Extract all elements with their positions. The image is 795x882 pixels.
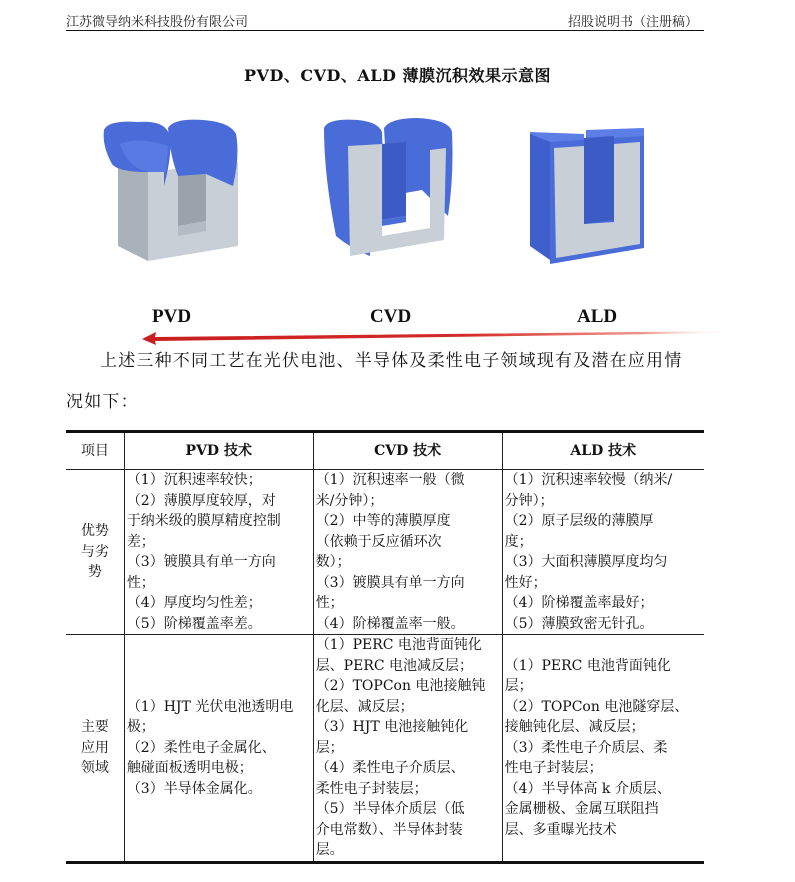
deposition-figure [0, 112, 795, 287]
cell-line: 性电子封装层； [504, 760, 603, 776]
cell-line: 分钟）； [504, 492, 554, 509]
cell-line: 柔性电子封装层； [315, 780, 428, 797]
cell-cvd-pros-cons [313, 470, 502, 635]
label-ald: ALD [577, 306, 618, 327]
row-label-applications [66, 635, 124, 863]
cell-line: （4）阶梯覆盖率一般。 [315, 615, 465, 632]
cell-line: 接触钝化层、减反层； [504, 719, 645, 735]
figure-title: PVD、CVD、ALD 薄膜沉积效果示意图 [244, 66, 551, 85]
cell-line: 于纳米级的膜厚精度控制 [126, 513, 281, 529]
cell-line: （3）镀膜具有单一方向 [315, 574, 465, 591]
cell-line: 性好； [504, 574, 547, 591]
cell-ald-pros-cons [502, 470, 704, 635]
cell-line: （1）沉积速率较慢（纳米/ [504, 472, 673, 488]
cell-line: （2）柔性电子金属化、 [126, 739, 276, 756]
table-header-row [66, 432, 704, 470]
cell-line: 性； [315, 595, 344, 611]
cell-line: （1）HJT 光伏电池透明电 [126, 698, 294, 715]
comparison-table [66, 430, 704, 864]
cell-line: 层、多重曝光技术 [504, 821, 617, 838]
document-type: 招股说明书（注册稿） [567, 15, 698, 30]
cell-line: （2）薄膜厚度较厚，对 [126, 492, 276, 509]
cell-line: （3）镀膜具有单一方向 [126, 554, 276, 570]
label-pvd: PVD [152, 306, 192, 327]
cell-line: 数）； [315, 554, 351, 570]
cell-ald-applications [502, 635, 704, 863]
cell-line: 度； [504, 533, 533, 550]
cell-line: 触碰面板透明电极； [126, 760, 253, 776]
cell-line: （2）原子层级的薄膜厚 [504, 513, 654, 529]
cell-pvd-pros-cons [124, 470, 313, 635]
cell-line: （1）沉积速率一般（微 [315, 472, 465, 488]
row-label-line: 应用 [80, 739, 109, 756]
cell-line: 介电常数）、半导体封装 [315, 821, 463, 838]
cell-line: 层； [504, 678, 533, 694]
arrow-left-icon [142, 329, 732, 345]
cell-line: （1）PERC 电池背面钝化 [504, 657, 671, 674]
header-cvd: CVD 技术 [313, 432, 502, 470]
cell-line: （5）阶梯覆盖率差。 [126, 615, 262, 632]
cell-line: 性； [126, 574, 155, 591]
cell-line: （4）厚度均匀性差； [126, 595, 262, 611]
intro-paragraph-line1: 上述三种不同工艺在光伏电池、半导体及柔性电子领域现有及潜在应用情 [100, 351, 683, 371]
row-label-pros-cons [66, 470, 124, 635]
cell-line: 层； [315, 739, 344, 756]
cell-pvd-applications [124, 635, 313, 863]
cvd-block-illustration [322, 116, 462, 266]
page-header [66, 8, 704, 31]
cell-line: （4）半导体高 k 介质层、 [504, 780, 671, 797]
table-row-applications [66, 635, 704, 863]
cell-line: 极； [126, 719, 155, 735]
cell-line: （4）柔性电子介质层、 [315, 760, 465, 776]
cell-line: （3）HJT 电池接触钝化 [315, 719, 469, 735]
cell-line: （2）TOPCon 电池接触钝 [315, 678, 486, 694]
cell-line: （依赖于反应循环次 [315, 533, 442, 550]
ald-block-illustration [528, 120, 658, 270]
cell-line: （1）PERC 电池背面钝化 [315, 637, 482, 653]
row-label-line: 与劣 [80, 543, 109, 560]
cell-line: （1）沉积速率较快； [126, 472, 262, 488]
intro-paragraph-line2: 况如下： [66, 392, 139, 412]
header-ald: ALD 技术 [502, 432, 704, 470]
row-label-line: 势 [87, 564, 102, 581]
cell-line: 差； [126, 533, 155, 550]
cell-line: （3）大面积薄膜厚度均匀 [504, 554, 668, 570]
cell-line: （2）中等的薄膜厚度 [315, 513, 451, 529]
cell-line: 金属栅极、金属互联阻挡 [504, 801, 659, 817]
cell-line: （3）柔性电子介质层、柔 [504, 739, 668, 756]
pvd-block-illustration [98, 116, 248, 266]
cell-line: （5）薄膜致密无针孔。 [504, 615, 654, 632]
cell-line: （3）半导体金属化。 [126, 780, 262, 797]
cell-line: （5）半导体介质层（低 [315, 801, 465, 817]
cell-line: 米/分钟）； [315, 492, 384, 509]
cell-line: 层、PERC 电池减反层； [315, 657, 474, 674]
company-name: 江苏微导纳米科技股份有限公司 [66, 15, 249, 30]
row-label-line: 领域 [80, 760, 109, 776]
cell-line: 层。 [315, 842, 344, 858]
cell-line: 化层、减反层； [315, 698, 414, 715]
header-item: 项目 [66, 432, 124, 470]
cell-cvd-applications [313, 635, 502, 863]
row-label-line: 主要 [80, 719, 109, 735]
cell-line: （4）阶梯覆盖率最好； [504, 595, 654, 611]
row-label-line: 优势 [80, 523, 109, 540]
header-pvd: PVD 技术 [124, 432, 313, 470]
label-cvd: CVD [370, 306, 412, 327]
cell-line: （2）TOPCon 电池隧穿层、 [504, 698, 689, 715]
table-row-pros-cons [66, 470, 704, 635]
